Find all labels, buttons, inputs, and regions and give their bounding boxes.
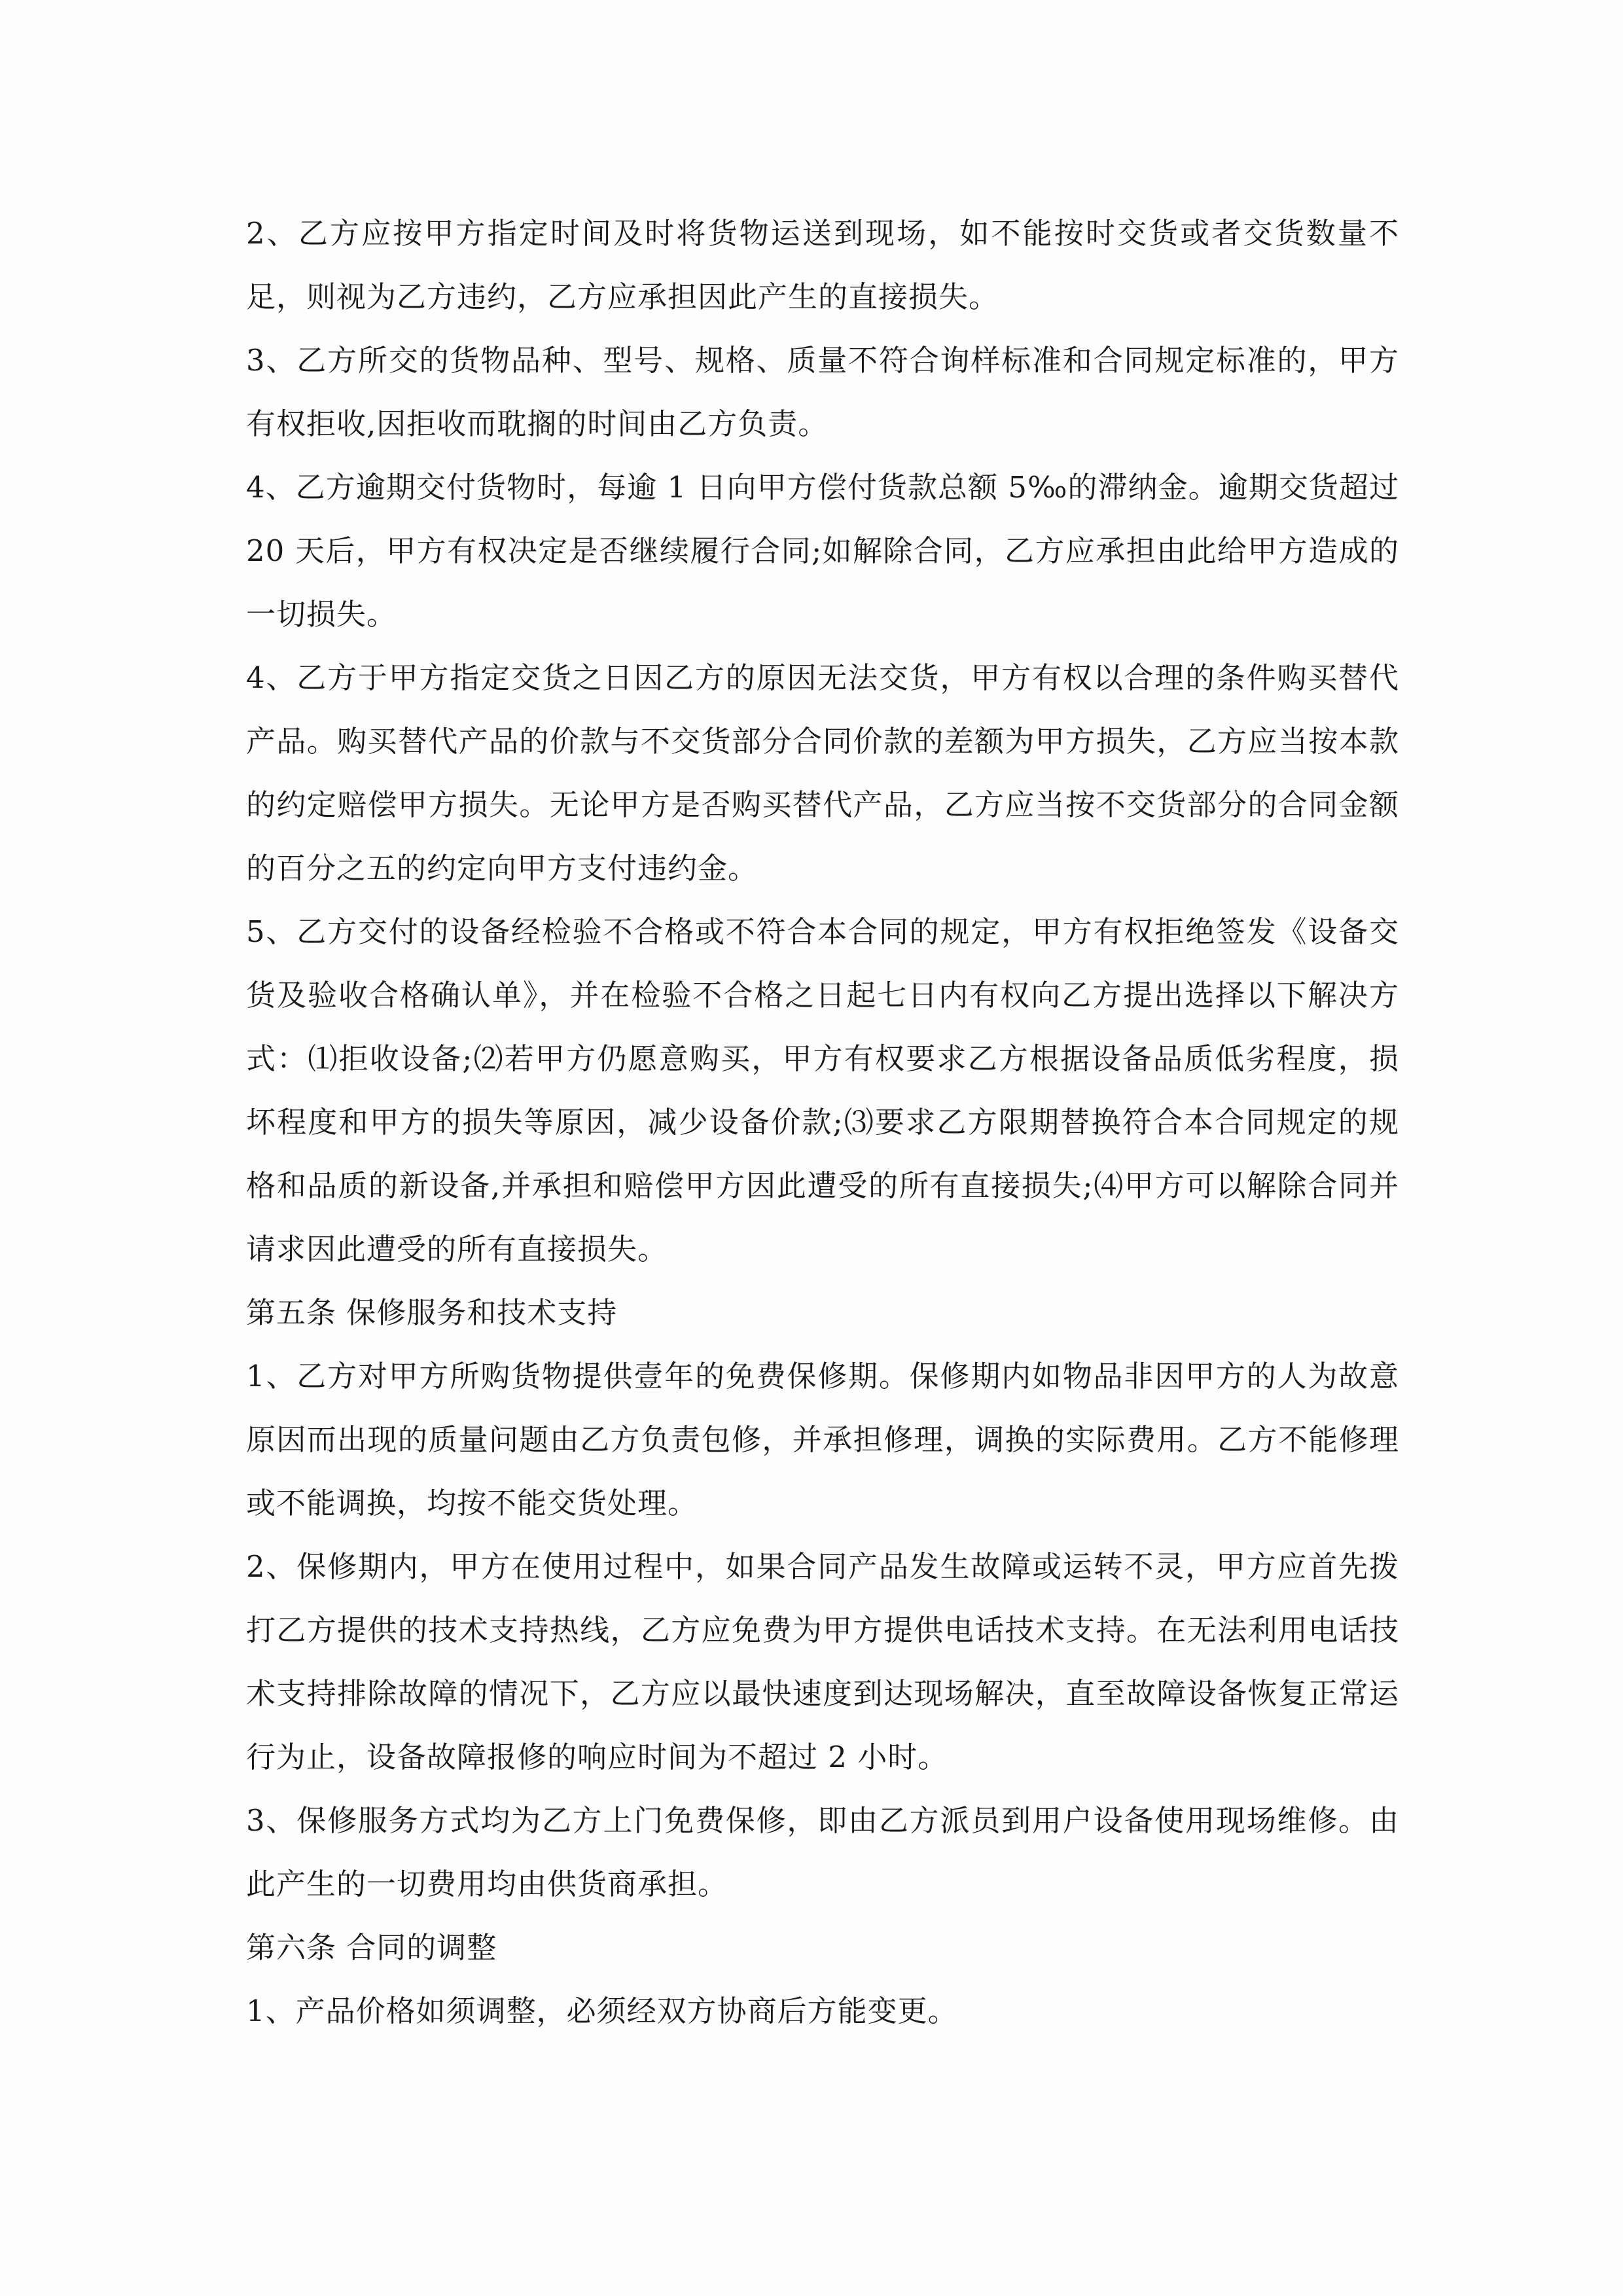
clause-paragraph: 4、乙方于甲方指定交货之日因乙方的原因无法交货，甲方有权以合理的条件购买替代产品。购买替代产品的价款与不交货部分合同价款的差额为甲方损失，乙方应当按本款的约定赔偿甲方损失。无论甲方是否购买替代产品，乙方应当按不交货部分的合同金额的百分之五的约定向甲方支付违约金。 [246, 660, 1399, 886]
document-body [246, 202, 1399, 2043]
clause-paragraph: 3、乙方所交的货物品种、型号、规格、质量不符合询样标准和合同规定标准的，甲方有权拒收,因拒收而耽搁的时间由乙方负责。 [246, 343, 1399, 441]
clause-paragraph: 2、保修期内，甲方在使用过程中，如果合同产品发生故障或运转不灵，甲方应首先拨打乙方提供的技术支持热线，乙方应免费为甲方提供电话技术支持。在无法利用电话技术支持排除故障的情况下，乙方应以最快速度到达现场解决，直至故障设备恢复正常运行为止，设备故障报修的响应时间为不超过 2 小时。 [246, 1549, 1399, 1774]
section-heading: 第五条 保修服务和技术支持 [246, 1295, 618, 1330]
clause-paragraph: 1、乙方对甲方所购货物提供壹年的免费保修期。保修期内如物品非因甲方的人为故意原因而出现的质量问题由乙方负责包修，并承担修理，调换的实际费用。乙方不能修理或不能调换，均按不能交货处理。 [246, 1359, 1399, 1520]
clause-paragraph: 2、乙方应按甲方指定时间及时将货物运送到现场，如不能按时交货或者交货数量不足，则视为乙方违约，乙方应承担因此产生的直接损失。 [246, 216, 1399, 314]
clause-paragraph: 1、产品价格如须调整，必须经双方协商后方能变更。 [246, 1994, 958, 2028]
clause-paragraph: 3、保修服务方式均为乙方上门免费保修，即由乙方派员到用户设备使用现场维修。由此产生的一切费用均由供货商承担。 [246, 1803, 1399, 1901]
clause-paragraph: 5、乙方交付的设备经检验不合格或不符合本合同的规定，甲方有权拒绝签发《设备交货及验收合格确认单》，并在检验不合格之日起七日内有权向乙方提出选择以下解决方式：⑴拒收设备;⑵若甲方仍愿意购买，甲方有权要求乙方根据设备品质低劣程度，损坏程度和甲方的损失等原因，减少设备价款;⑶要求乙方限期替换符合本合同规定的规格和品质的新设备,并承担和赔偿甲方因此遭受的所有直接损失;⑷甲方可以解除合同并请求因此遭受的所有直接损失。 [246, 914, 1399, 1266]
section-heading: 第六条 合同的调整 [246, 1930, 497, 1965]
clause-paragraph: 4、乙方逾期交付货物时，每逾 1 日向甲方偿付货款总额 5‰的滞纳金。逾期交货超过 20 天后，甲方有权决定是否继续履行合同;如解除合同，乙方应承担由此给甲方造成的一切损失。 [246, 470, 1399, 632]
